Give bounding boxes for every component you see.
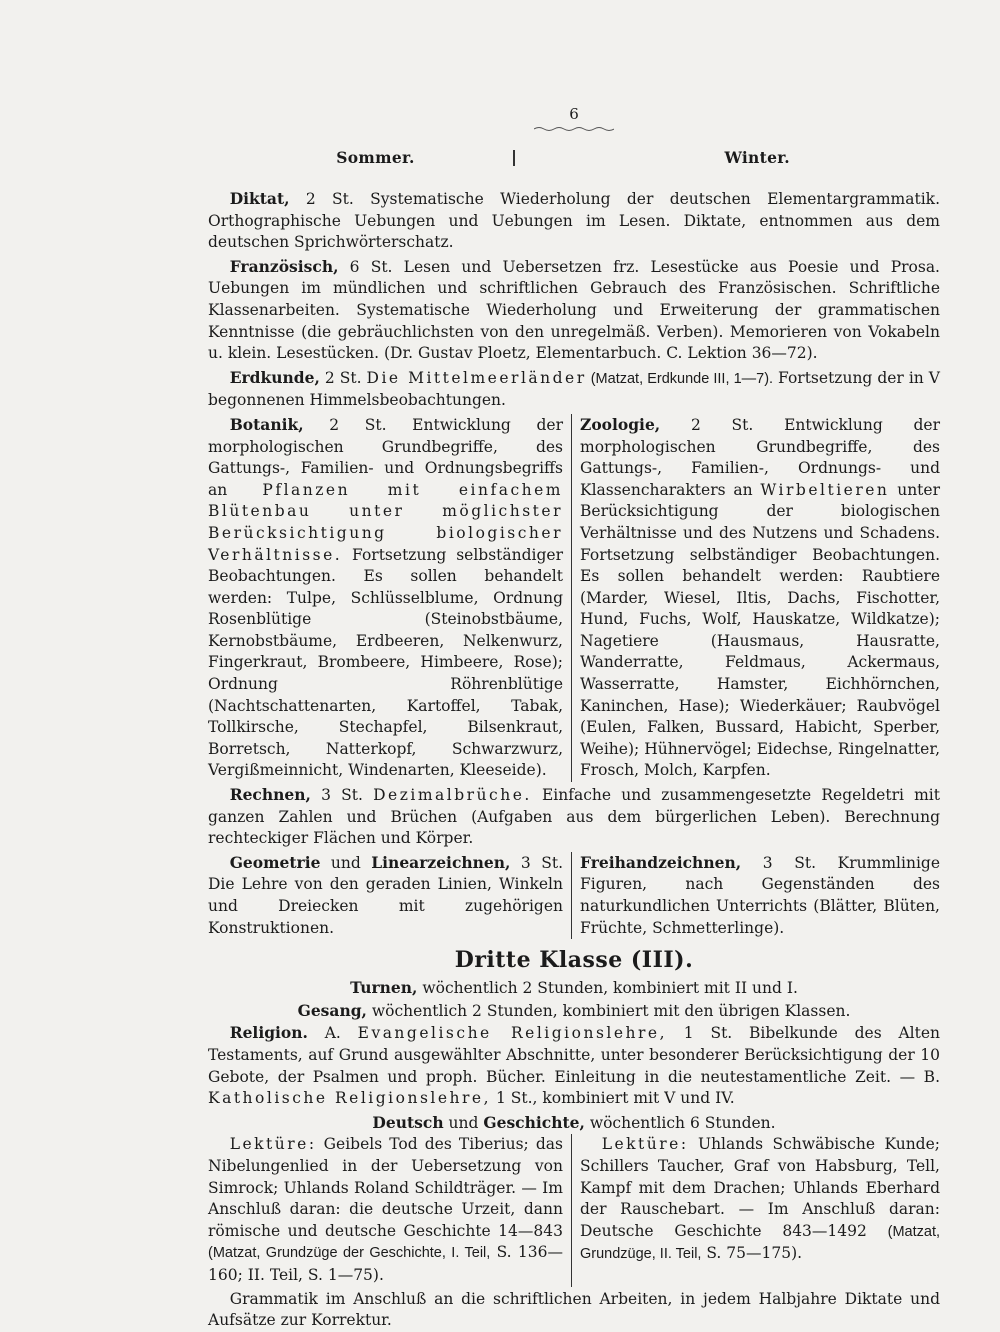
religion-text-1: A.: [307, 1024, 358, 1043]
linearzeichnen-label: Linearzeichnen,: [371, 852, 511, 872]
geometrie-freihand-columns: [208, 852, 940, 939]
erdkunde-text-1: 2 St.: [319, 368, 367, 387]
botanik-section: [208, 414, 563, 782]
zoologie-text-1: 2 St. Entwicklung der morphologischen Grundbegriffe, des Gattungs-, Familien-, Ordnungs- und Klassencharakters an: [580, 415, 940, 499]
geometrie-und: und: [320, 853, 372, 872]
lektuere-winter-reference: (Matzat, Grundzüge, II. Teil,: [580, 1223, 940, 1263]
rechnen-label: Rechnen,: [229, 785, 311, 805]
rechnen-section: [208, 784, 940, 850]
lektuere-sommer-text-1: Geibels Tod des Tiberius; das Nibelungenlied in der Uebersetzung von Simrock; Uhlands Roland Schildträger. — Im Anschluß daran: die deutsche Urzeit, dann römische und deutsche Geschichte 14—843: [208, 1135, 563, 1240]
religion-katholisch: Katholische Religionslehre,: [208, 1089, 492, 1108]
wave-ornament: [534, 126, 614, 132]
erdkunde-section: [208, 367, 940, 412]
religion-text-2: 1 St. Bibelkunde des Alten Testaments, auf Grund ausgewählter Abschnitte, unter besonderer Berücksichtigung der 10 Gebote, der Psalmen und proph. Bücher. Einleitung in die neutestamentliche Zeit. — B.: [208, 1024, 940, 1086]
turnen-text: wöchentlich 2 Stunden, kombiniert mit II und I.: [417, 979, 798, 998]
franzoesisch-text: 6 St. Lesen und Uebersetzen frz. Lesestücke aus Poesie und Prosa. Uebungen im mündlichen und schriftlichen Gebrauch des Französischen. Schriftliche Klassenarbeiten. Systematische Wiederholung und Erweiterung der grammatischen Kenntnisse (die gebräuchlichsten von den unregelmäß. Verben). Memorieren von Vokabeln u. klein. Lesestücken. (Dr. Gustav Ploetz, Elementarbuch. C. Lektion 36—72).: [208, 257, 940, 363]
deutsch-und: und: [443, 1113, 484, 1132]
turnen-section: [208, 977, 940, 1000]
botanik-text-2: Fortsetzung selbständiger Beobachtungen. Es sollen behandelt werden: Tulpe, Schlüsselblume, Ordnung Rosenblütige (Steinobstbäume, Kernobstbäume, Erdbeeren, Nelkenwurz, Fingerkraut, Brombeere, Himbeere, Rose); Ordnung Röhrenblütige (Nachtschattenarten, Kartoffel, Tabak, Tollkirsche, Stechapfel, Bilsenkraut, Borretsch, Natterkopf, Schwarzwurz, Vergißmeinnicht, Windenarten, Kleeseide).: [208, 545, 563, 780]
botanik-text-1: 2 St. Entwicklung der morphologischen Grundbegriffe, des Gattungs-, Familien- und Ordnungsbegriffs an: [208, 415, 563, 499]
rechnen-topic: Dezimalbrüche.: [373, 786, 532, 805]
lektuere-sommer: [208, 1134, 563, 1286]
gesang-label: Gesang,: [297, 1000, 367, 1020]
rechnen-text-1: 3 St.: [310, 786, 374, 805]
lektuere-sommer-reference: (Matzat, Grundzüge der Geschichte, I. Teil,: [208, 1245, 491, 1262]
rechnen-text-2: Einfache und zusammengesetzte Regeldetri mit ganzen Zahlen und Brüchen (Aufgaben aus dem bürgerlichen Leben). Berechnung rechteckiger Flächen und Körper.: [208, 786, 940, 848]
botanik-zoologie-columns: [208, 414, 940, 782]
zoologie-section: [580, 414, 940, 782]
deutsch-geschichte-heading: [208, 1112, 940, 1135]
geschichte-label: Geschichte,: [483, 1112, 585, 1132]
erdkunde-topic: Die Mittelmeerländer: [366, 368, 587, 387]
diktat-section: [208, 188, 940, 254]
lektuere-winter-label: Lektüre:: [601, 1135, 689, 1154]
season-header: [208, 146, 940, 170]
zoologie-text-2: unter Berücksichtigung der biologischen Verhältnisse und des Nutzens und Schadens. Fortsetzung selbständiger Beobachtungen. Es sollen behandelt werden: Raubtiere (Marder, Wiesel, Iltis, Dachs, Fischotter, Hund, Fuchs, Wolf, Hauskatze, Wildkatze); Nagetiere (Hausmaus, Hausratte, Wanderratte, Feldmaus, Ackermaus, Wasserratte, Hamster, Eichhörnchen, Kaninchen, Hase); Wiederkäuer; Raubvögel (Eulen, Falken, Bussard, Habicht, Sperber, Weihe); Hühnervögel; Eidechse, Ringelnatter, Frosch, Molch, Karpfen.: [580, 480, 940, 780]
deutsch-text: wöchentlich 6 Stunden.: [584, 1113, 776, 1132]
lektuere-columns: [208, 1134, 940, 1286]
botanik-column: [208, 414, 572, 782]
freihand-label: Freihandzeichnen,: [580, 852, 742, 872]
deutsch-label: Deutsch: [372, 1112, 444, 1132]
freihand-text: 3 St. Krummlinige Figuren, nach Gegenständen des naturkundlichen Unterrichts (Blätter, Blüten, Früchte, Schmetterlinge).: [580, 853, 940, 937]
geometrie-section: [208, 852, 563, 939]
botanik-label: Botanik,: [229, 414, 304, 434]
zoologie-topic: Wirbeltieren: [760, 480, 890, 499]
religion-section: [208, 1022, 940, 1109]
religion-text-3: 1 St., kombiniert mit V und IV.: [491, 1089, 735, 1108]
diktat-text: 2 St. Systematische Wiederholung der deutschen Elementargrammatik. Orthographische Uebungen und Uebungen im Lesen. Diktate, entnommen aus dem deutschen Sprichwörterschatz.: [208, 190, 940, 252]
erdkunde-text-2: Fortsetzung der in V begonnenen Himmelsbeobachtungen.: [208, 368, 940, 410]
freihand-section: [580, 852, 940, 939]
religion-evangelisch: Evangelische Religionslehre,: [357, 1024, 668, 1043]
lektuere-winter-text-1: Uhlands Schwäbische Kunde; Schillers Taucher, Graf von Habsburg, Tell, Kampf mit dem Drachen; Uhlands Eberhard der Rauschebart. — Im Anschluß daran: Deutsche Geschichte 843—1492: [580, 1135, 940, 1240]
erdkunde-label: Erdkunde,: [229, 367, 320, 387]
franzoesisch-label: Französisch,: [229, 256, 339, 276]
religion-label: Religion.: [229, 1023, 308, 1043]
botanik-topic: Pflanzen mit einfachem Blütenbau unter möglichster Berücksichtigung biologischer Verhältnisse.: [208, 480, 563, 564]
klasse-heading: Dritte Klasse (III).: [454, 947, 694, 974]
zoologie-column: [572, 414, 940, 782]
lektuere-sommer-text-2: S. 136—160; II. Teil, S. 1—75).: [208, 1243, 564, 1284]
lektuere-sommer-label: Lektüre:: [229, 1135, 317, 1154]
page: [208, 100, 940, 1332]
lektuere-sommer-column: [208, 1134, 572, 1286]
zoologie-label: Zoologie,: [580, 414, 661, 434]
gesang-section: [208, 1000, 940, 1023]
geometrie-label: Geometrie: [229, 852, 321, 872]
lektuere-winter-column: [572, 1134, 940, 1286]
diktat-label: Diktat,: [229, 189, 290, 208]
header-sommer: Sommer.: [336, 148, 415, 168]
franzoesisch-section: [208, 256, 940, 365]
freihand-column: [572, 852, 940, 939]
header-winter: Winter.: [724, 148, 790, 168]
grammatik-section: Grammatik im Anschluß an die schriftlichen Arbeiten, in jedem Halbjahre Diktate und Aufsätze zur Korrektur.: [208, 1289, 940, 1330]
lektuere-winter: [580, 1134, 940, 1266]
turnen-label: Turnen,: [350, 978, 418, 998]
page-number: 6: [569, 105, 579, 123]
gesang-text: wöchentlich 2 Stunden, kombiniert mit den übrigen Klassen.: [366, 1001, 851, 1020]
lektuere-winter-text-2: S. 75—175).: [701, 1244, 803, 1263]
geometrie-text: 3 St. Die Lehre von den geraden Linien, Winkeln und Dreiecken mit zugehörigen Konstruktionen.: [208, 853, 563, 937]
geometrie-column: [208, 852, 572, 939]
erdkunde-reference: (Matzat, Erdkunde III, 1—7).: [586, 370, 774, 387]
